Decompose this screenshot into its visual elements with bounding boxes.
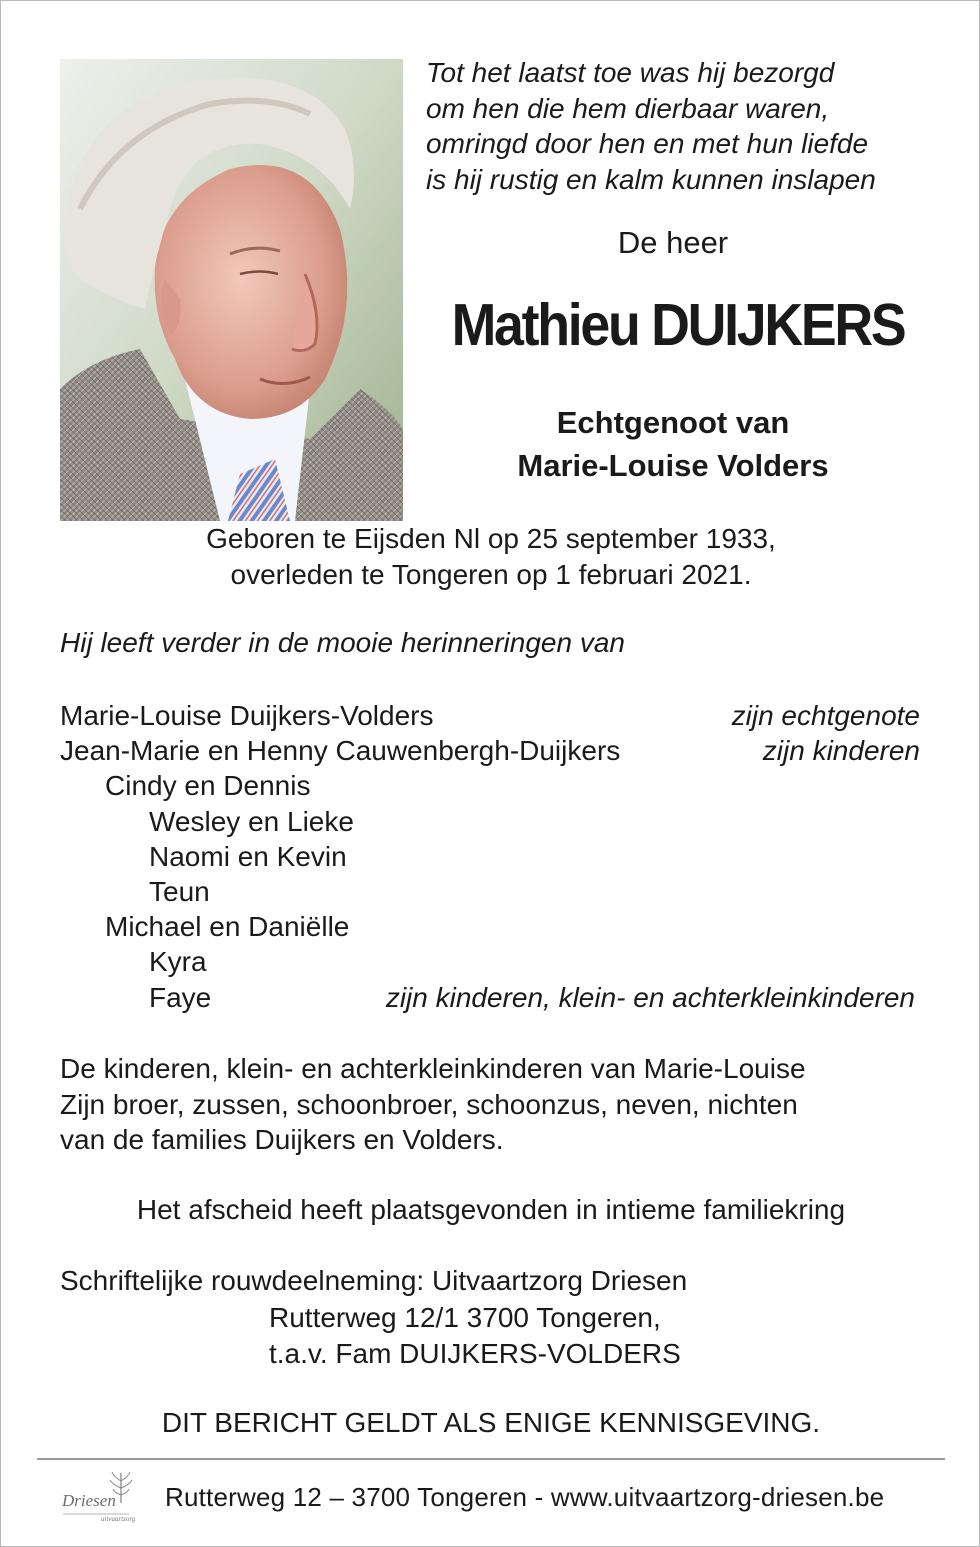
address-line: Rutterweg 12/1 3700 Tongeren, <box>269 1302 661 1333</box>
deceased-name: Mathieu DUIJKERS <box>451 292 905 358</box>
relative-row <box>60 944 920 979</box>
footer-divider <box>37 1458 945 1460</box>
poem-line: Tot het laatst toe was hij bezorgd <box>426 57 835 88</box>
relative-row <box>60 768 920 803</box>
relative-row <box>60 804 920 839</box>
spouse-line: Echtgenoot van <box>556 405 790 440</box>
life-dates <box>51 521 931 593</box>
relative-name: Michael en Daniëlle <box>105 911 350 943</box>
relatives-list <box>60 698 920 1015</box>
salutation: De heer <box>617 225 729 260</box>
farewell-note: Het afscheid heeft plaatsgevonden in intieme familiekring <box>136 1194 846 1225</box>
condolence-intro: Schriftelijke rouwdeelneming: Uitvaartzorg Driesen <box>60 1265 688 1296</box>
poem-line: omringd door hen en met hun liefde <box>426 128 869 159</box>
relative-row <box>60 909 920 944</box>
poem <box>426 55 876 197</box>
relative-row <box>60 980 920 1015</box>
birth-line: Geboren te Eijsden Nl op 25 september 1933, <box>206 523 776 554</box>
relative-name: Kyra <box>149 946 207 978</box>
family-line: van de families Duijkers en Volders. <box>60 1124 504 1155</box>
relative-name: Cindy en Dennis <box>105 770 311 802</box>
relative-relation: zijn kinderen <box>762 735 920 767</box>
death-line: overleden te Tongeren op 1 februari 2021. <box>230 559 752 590</box>
extended-family <box>60 1051 806 1158</box>
notice-text: DIT BERICHT GELDT ALS ENIGE KENNISGEVING. <box>161 1407 821 1438</box>
portrait-photo <box>60 59 403 521</box>
spouse-name: Marie-Louise Volders <box>517 448 829 483</box>
attention-line: t.a.v. Fam DUIJKERS-VOLDERS <box>269 1337 681 1369</box>
logo-subtext: uitvaartzorg <box>101 1515 136 1523</box>
relative-relation: zijn kinderen, klein- en achterkleinkinderen <box>385 981 915 1013</box>
relative-name: Wesley en Lieke <box>149 805 354 837</box>
relative-row <box>60 733 920 768</box>
spouse-info <box>426 401 920 487</box>
relative-row <box>60 874 920 909</box>
poem-line: om hen die hem dierbaar waren, <box>426 92 830 124</box>
relative-name: Marie-Louise Duijkers-Volders <box>60 700 434 731</box>
relative-row <box>60 839 920 874</box>
relative-row <box>60 698 920 733</box>
poem-line: is hij rustig en kalm kunnen inslapen <box>426 163 876 195</box>
condolence-address <box>269 1300 681 1371</box>
driesen-logo <box>61 1469 145 1525</box>
footer-address: Rutterweg 12 – 3700 Tongeren - www.uitvaartzorg-driesen.be <box>165 1482 885 1512</box>
relative-name: Naomi en Kevin <box>149 840 347 872</box>
family-line: De kinderen, klein- en achterkleinkinderen van Marie-Louise <box>60 1053 806 1084</box>
family-line: Zijn broer, zussen, schoonbroer, schoonzus, neven, nichten <box>60 1088 798 1120</box>
relative-relation: zijn echtgenote <box>731 700 920 731</box>
relative-name: Faye <box>149 981 212 1013</box>
relative-name: Teun <box>149 875 210 907</box>
logo-text: Driesen <box>62 1491 116 1510</box>
memories-intro: Hij leeft verder in de mooie herinneringen van <box>60 627 625 658</box>
relative-name: Jean-Marie en Henny Cauwenbergh-Duijkers <box>60 735 621 767</box>
